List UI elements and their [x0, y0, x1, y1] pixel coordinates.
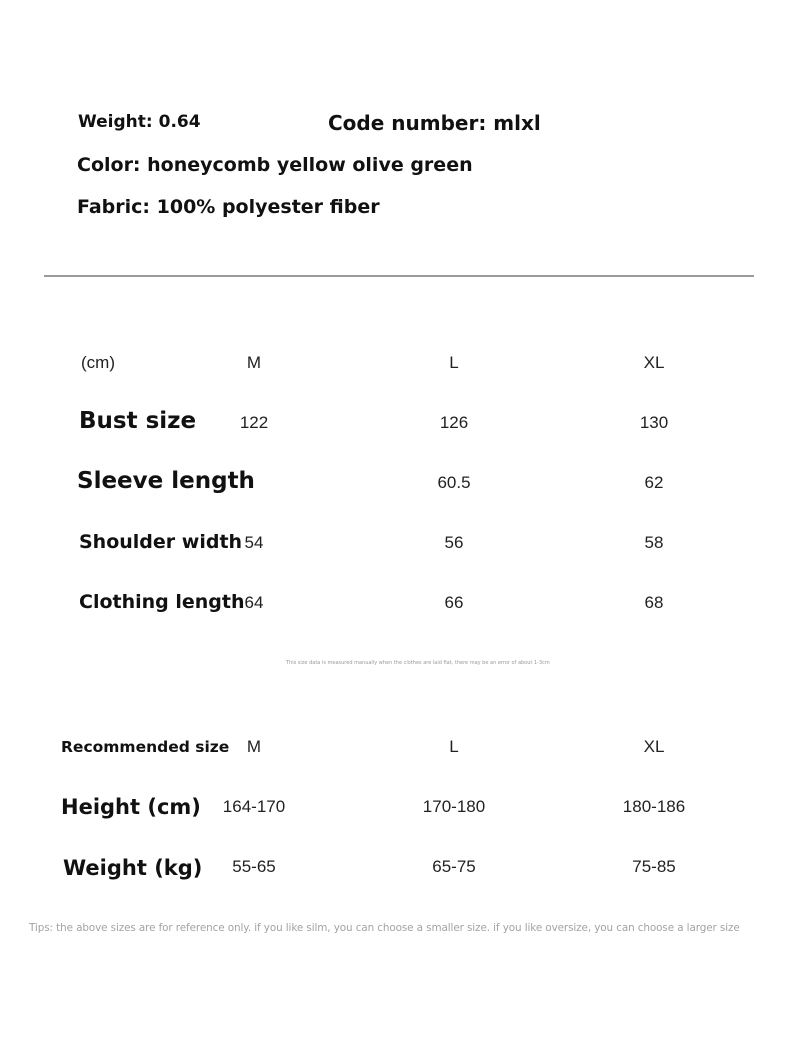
weight-m: 55-65 [232, 857, 276, 876]
color-info: Color: honeycomb yellow olive green [77, 154, 473, 176]
bust-m: 122 [239, 413, 269, 432]
sizing-tips: Tips: the above sizes are for reference only. if you like silm, you can choose a smaller size. if you like oversize, you can choose a larger size [29, 922, 740, 934]
weight-l: 65-75 [432, 857, 476, 876]
row-label-clothing-length: Clothing length [79, 591, 245, 613]
rec-column-header-xl: XL [643, 737, 665, 756]
section-divider [44, 275, 754, 277]
column-header-m: M [246, 353, 262, 372]
row-label-shoulder-width: Shoulder width [79, 531, 243, 553]
row-label-height: Height (cm) [61, 795, 201, 819]
unit-label: (cm) [81, 353, 115, 372]
row-label-bust-size: Bust size [79, 408, 197, 434]
code-number-info: Code number: mlxl [328, 111, 541, 135]
rec-column-header-l: L [449, 737, 459, 756]
bust-xl: 130 [639, 413, 669, 432]
column-header-xl: XL [643, 353, 665, 372]
height-m: 164-170 [222, 797, 286, 816]
sleeve-xl: 62 [644, 473, 664, 492]
recommended-size-header: Recommended size [61, 738, 230, 756]
column-header-l: L [449, 353, 459, 372]
row-label-sleeve-length: Sleeve length [77, 468, 255, 494]
rec-column-header-m: M [246, 737, 262, 756]
row-label-weight: Weight (kg) [63, 856, 203, 880]
height-xl: 180-186 [622, 797, 686, 816]
weight-info: Weight: 0.64 [78, 112, 201, 132]
shoulder-l: 56 [444, 533, 464, 552]
length-xl: 68 [644, 593, 664, 612]
shoulder-xl: 58 [644, 533, 664, 552]
fabric-info: Fabric: 100% polyester fiber [77, 196, 380, 218]
bust-l: 126 [439, 413, 469, 432]
length-l: 66 [444, 593, 464, 612]
measurement-note: This size data is measured manually when the clothes are laid flat, there may be an error of about 1-3cm [286, 660, 550, 666]
height-l: 170-180 [422, 797, 486, 816]
weight-xl: 75-85 [632, 857, 676, 876]
length-m: 64 [244, 593, 264, 612]
sleeve-l: 60.5 [437, 473, 471, 492]
shoulder-m: 54 [244, 533, 264, 552]
